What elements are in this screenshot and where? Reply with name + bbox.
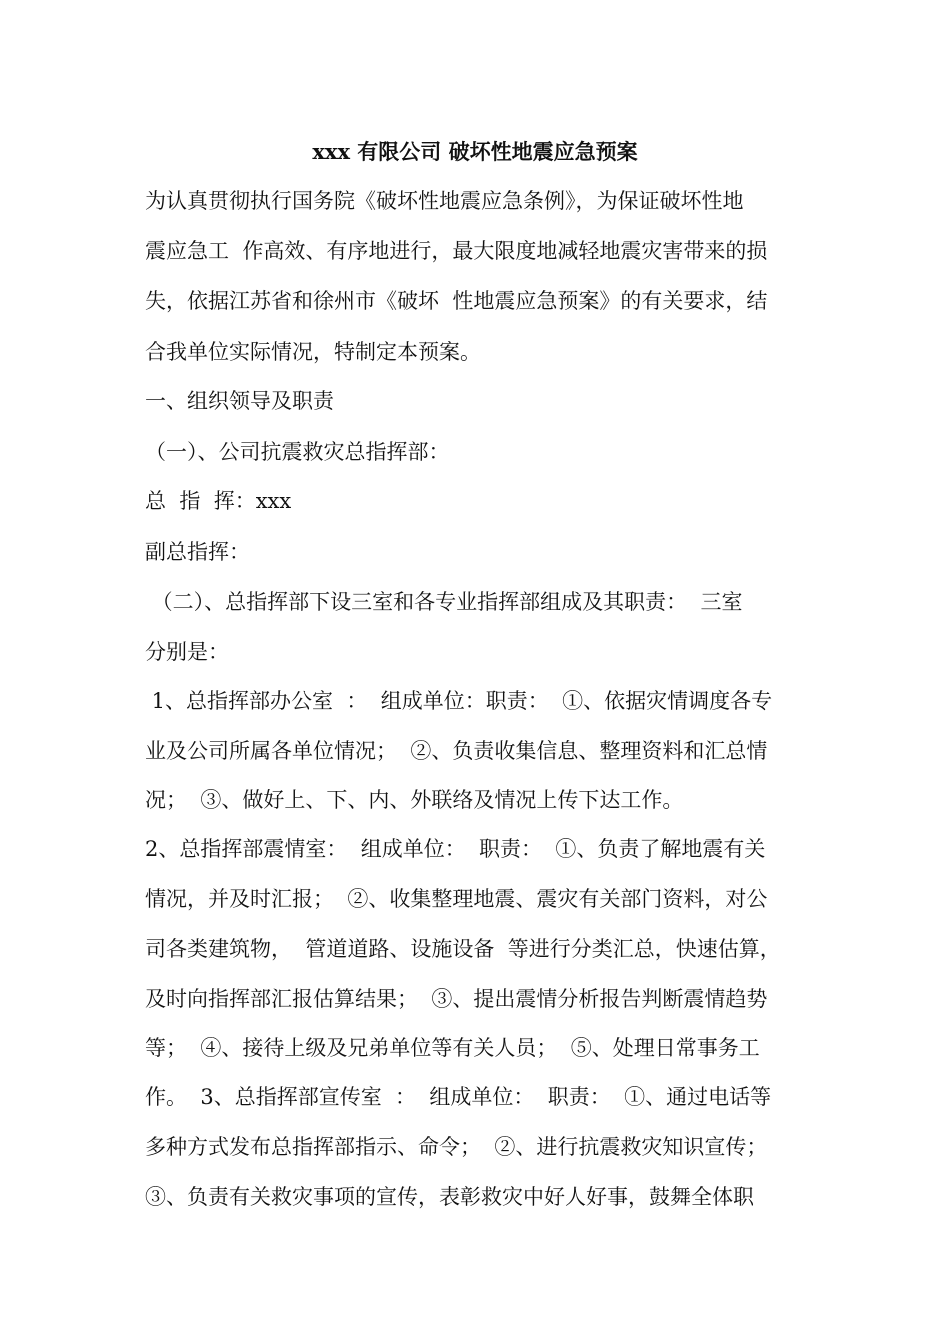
body-line-15: 情况，并及时汇报； ②、收集整理地震、震灾有关部门资料，对公: [145, 887, 768, 911]
body-line-1: 为认真贯彻执行国务院《破坏性地震应急条例》，为保证破坏性地: [145, 189, 744, 213]
body-line-19: 作。 3、总指挥部宣传室 ： 组成单位： 职责： ①、通过电话等: [145, 1085, 772, 1109]
commander-line: 总 指 挥：xxx: [145, 489, 292, 513]
body-line-14: 2、总指挥部震情室： 组成单位： 职责： ①、负责了解地震有关: [145, 837, 766, 861]
body-line-4: 合我单位实际情况，特制定本预案。: [145, 340, 481, 364]
body-line-3: 失，依据江苏省和徐州市《破坏 性地震应急预案》的有关要求，结: [145, 289, 768, 313]
deputy-commander-line: 副总指挥：: [145, 540, 250, 564]
body-line-16: 司各类建筑物， 管道道路、设施设备 等进行分类汇总，快速估算，: [145, 937, 781, 961]
subsection-heading-2: （二）、总指挥部下设三室和各专业指挥部组成及其职责： 三室: [145, 590, 743, 614]
body-line-17: 及时向指挥部汇报估算结果； ③、提出震情分析报告判断震情趋势: [145, 987, 768, 1011]
body-line-20: 多种方式发布总指挥部指示、命令； ②、进行抗震救灾知识宣传；: [145, 1135, 768, 1159]
body-line-10: 分别是：: [145, 640, 229, 664]
document-title: xxx 有限公司 破坏性地震应急预案: [312, 139, 638, 164]
body-line-11: 1、总指挥部办公室 ： 组成单位：职责： ①、依据灾情调度各专: [145, 689, 773, 713]
section-heading-1: 一、组织领导及职责: [145, 389, 334, 413]
body-line-21: ③、负责有关救灾事项的宣传，表彰救灾中好人好事，鼓舞全体职: [145, 1185, 754, 1209]
body-line-2: 震应急工 作高效、有序地进行，最大限度地减轻地震灾害带来的损: [145, 239, 768, 263]
body-line-18: 等； ④、接待上级及兄弟单位等有关人员； ⑤、处理日常事务工: [145, 1036, 760, 1060]
body-line-13: 况； ③、做好上、下、内、外联络及情况上传下达工作。: [145, 788, 684, 812]
body-line-12: 业及公司所属各单位情况； ②、负责收集信息、整理资料和汇总情: [145, 739, 768, 763]
subsection-heading-1: （一）、公司抗震救灾总指挥部：: [145, 440, 450, 464]
